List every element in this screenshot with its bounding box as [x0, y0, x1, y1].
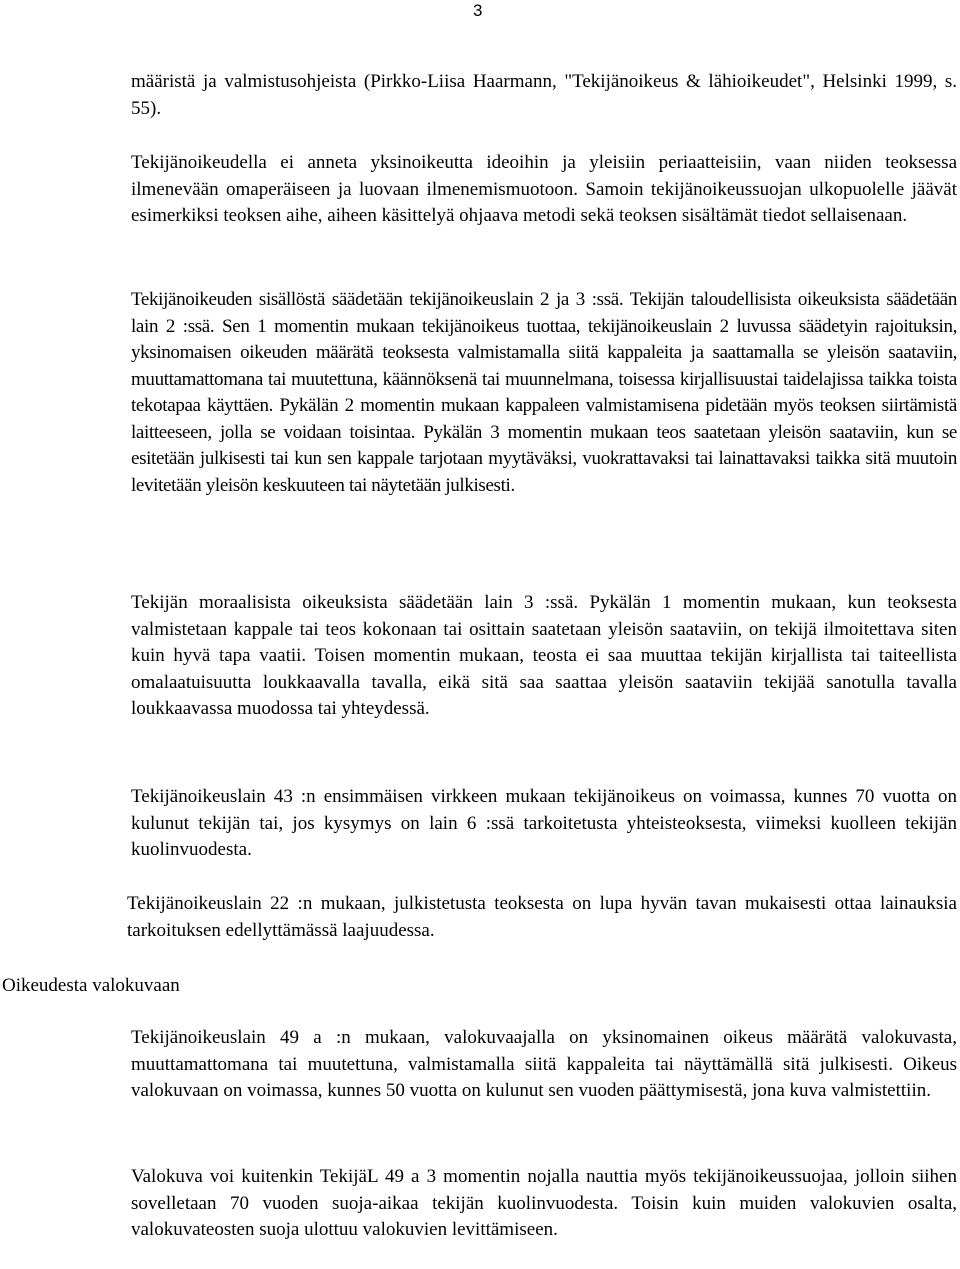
paragraph-quotation-right: Tekijänoikeuslain 22 :n mukaan, julkistetusta teoksesta on lupa hyvän tavan mukaisesti ottaa lainauksia tarkoituksen edellyttämässä laajuudessa.: [127, 893, 957, 941]
paragraph-photographic-works: Valokuva voi kuitenkin TekijäL 49 a 3 momentin nojalla nauttia myös tekijänoikeussuojaa, jolloin siihen sovelletaan 70 vuoden suoja-aikaa tekijän kuolinvuodesta. Toisin kuin muiden valokuvien osalta, valokuvateosten suoja ulottuu valokuvien levittämiseen.: [131, 1166, 957, 1240]
paragraph-moral-rights: Tekijän moraalisista oikeuksista säädetään lain 3 :ssä. Pykälän 1 momentin mukaan, kun teoksesta valmistetaan kappale tai teos kokonaan tai osittain saatetaan yleisön saataviin, on tekijä ilmoitettava siten kuin hyvä tapa vaatii. Toisen momentin mukaan, teosta ei saa muuttaa tekijän kirjallista tai taiteellista omalaatuisuutta loukkaavalla tavalla, eikä sitä saa saattaa yleisön saataviin tekijää sanotulla tavalla loukkaavassa muodossa tai yhteydessä.: [131, 592, 957, 719]
paragraph-economic-rights: Tekijänoikeuden sisällöstä säädetään tekijänoikeuslain 2 ja 3 :ssä. Tekijän taloudellisista oikeuksista säädetään lain 2 :ssä. Sen 1 momentin mukaan tekijänoikeus tuottaa, tekijänoikeuslain 2 luvussa säädetyin rajoituksin, yksinomaisen oikeuden määrätä teoksesta valmistamalla siitä kappaleita ja saattamalla se yleisön saataviin, muuttamattomana tai muutettuna, käännöksenä tai muunnelmana, toisessa kirjallisuustai taidelajissa taikka toista tekotapaa käyttäen. Pykälän 2 momentin mukaan kappaleen valmistamisena pidetään myös teoksen siirtämistä laitteeseen, jolla se voidaan toisintaa. Pykälän 3 momentin mukaan teos saatetaan yleisön saataviin, kun se esitetään julkisesti tai kun sen kappale tarjotaan myytäväksi, vuokrattavaksi tai lainattavaksi taikka sitä muutoin levitetään yleisön keskuuteen tai näytetään julkisesti.: [131, 289, 957, 496]
section-heading-photographs: Oikeudesta valokuvaan: [2, 975, 180, 996]
paragraph-term-of-protection: Tekijänoikeuslain 43 :n ensimmäisen virkkeen mukaan tekijänoikeus on voimassa, kunnes 70 vuotta on kulunut tekijän tai, jos kysymys on lain 6 :ssä tarkoitetusta yhteisteoksesta, viimeksi kuolleen tekijän kuolinvuodesta.: [131, 786, 957, 860]
paragraph-scope-of-protection: Tekijänoikeudella ei anneta yksinoikeutta ideoihin ja yleisiin periaatteisiin, vaan niiden teoksessa ilmenevään omaperäiseen ja luovaan ilmenemismuotoon. Samoin tekijänoikeussuojan ulkopuolelle jäävät esimerkiksi teoksen aihe, aiheen käsittelyä ohjaava metodi sekä teoksen sisältämät tiedot sellaisenaan.: [131, 152, 957, 226]
paragraph-photograph-rights: Tekijänoikeuslain 49 a :n mukaan, valokuvaajalla on yksinomainen oikeus määrätä valokuvasta, muuttamattomana tai muutettuna, valmistamalla siitä kappaleita tai näyttämällä sitä julkisesti. Oikeus valokuvaan on voimassa, kunnes 50 vuotta on kulunut sen vuoden päättymisestä, jona kuva valmistettiin.: [131, 1027, 957, 1101]
page-number: 3: [473, 1, 483, 20]
paragraph-sources: määristä ja valmistusohjeista (Pirkko-Liisa Haarmann, "Tekijänoikeus & lähioikeudet", Helsinki 1999, s. 55).: [131, 71, 957, 119]
